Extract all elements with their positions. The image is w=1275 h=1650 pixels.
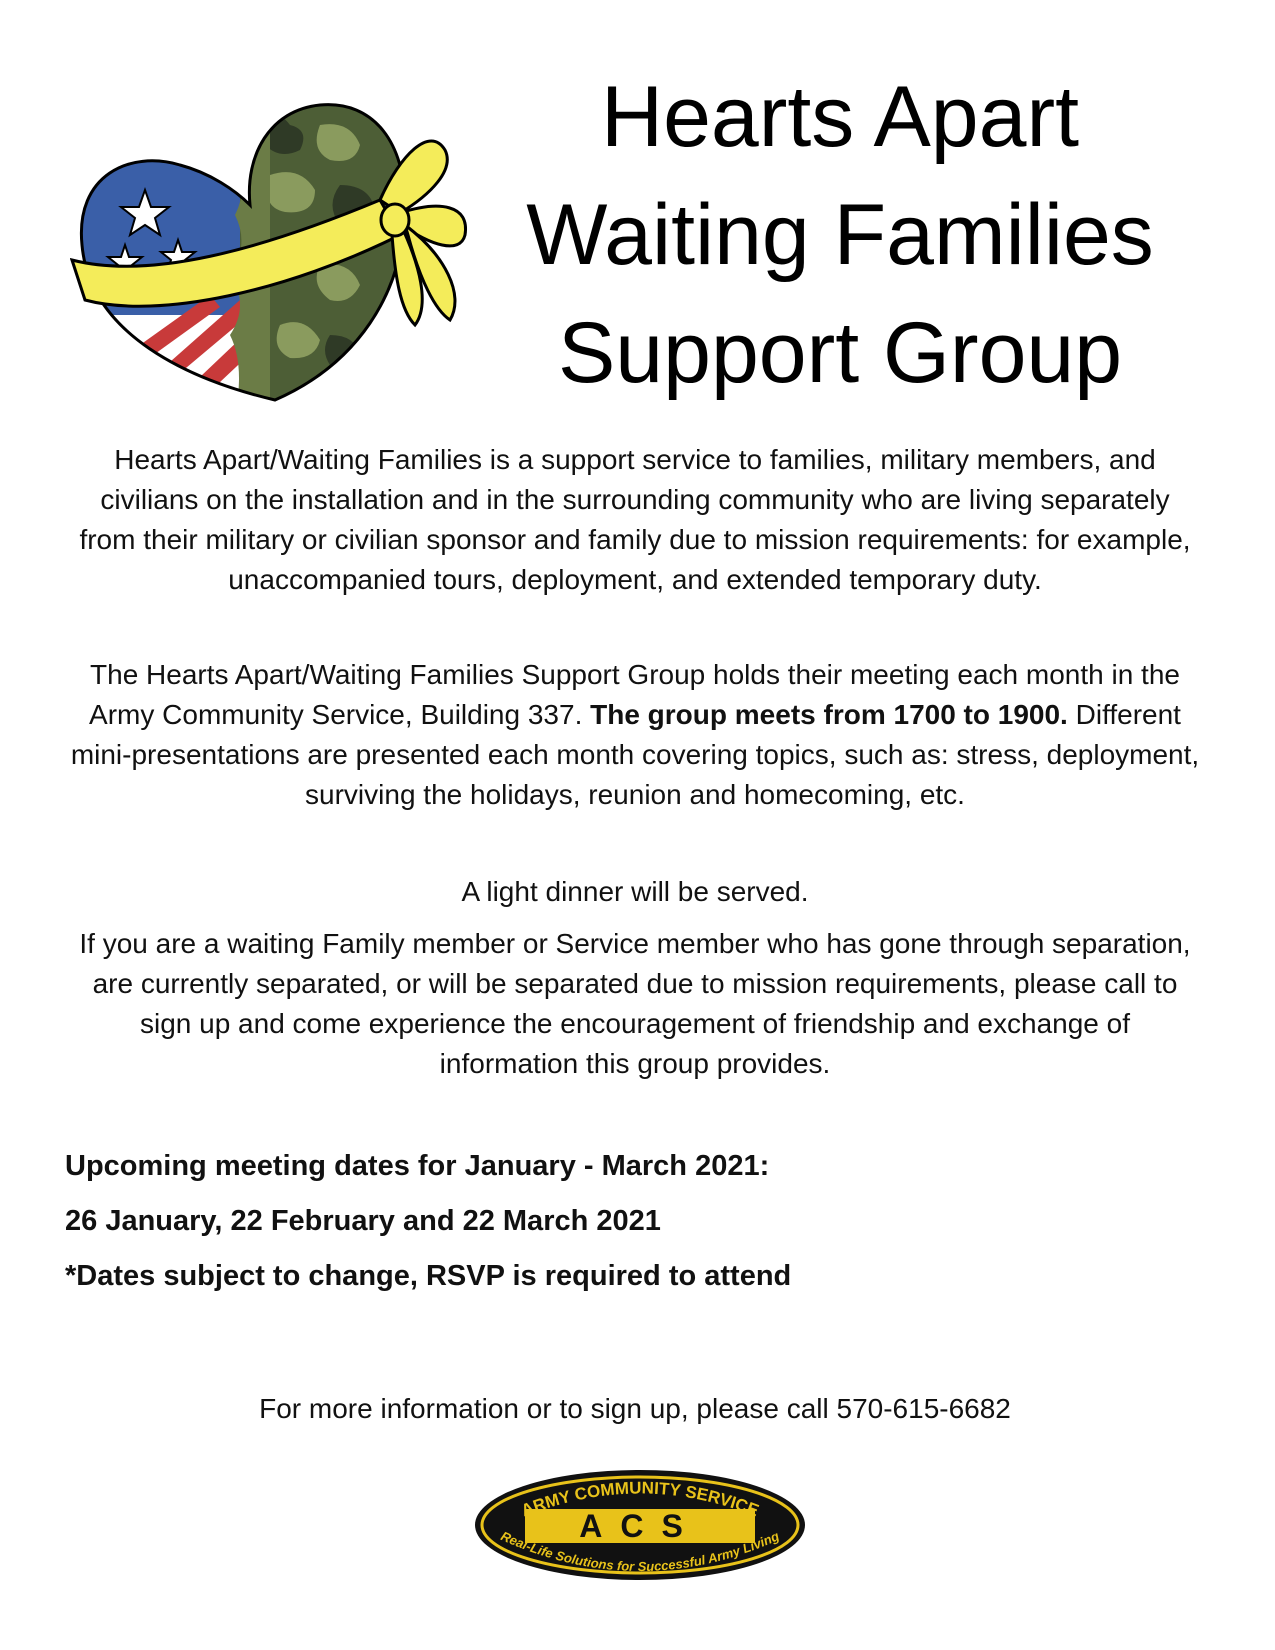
meeting-info-paragraph (70, 655, 1200, 815)
title-line-1: Hearts Apart (601, 69, 1079, 165)
dinner-paragraph: A light dinner will be served. (461, 876, 809, 907)
title-line-3: Support Group (557, 305, 1123, 401)
invitation-paragraph: If you are a waiting Family member or Service member who has gone through separation, are currently separated, or will be separated due to mission requirements, please call to sign up and come experience the encouragement of friendship and exchange of information this group provides. (79, 928, 1191, 1079)
logo-bottom-text: Real-Life Solutions for Successful Army Living (498, 1528, 782, 1575)
page-title (480, 58, 1200, 412)
acs-logo (470, 1465, 810, 1585)
meeting-dates-heading: Upcoming meeting dates for January - March 2021: (65, 1150, 770, 1182)
contact-line: For more information or to sign up, please call 570-615-6682 (259, 1393, 1011, 1424)
meeting-dates-list: 26 January, 22 February and 22 March 2021 (65, 1205, 661, 1237)
heart-ribbon-illustration (70, 95, 480, 415)
meeting-dates-note: *Dates subject to change, RSVP is required to attend (65, 1260, 792, 1292)
intro-paragraph: Hearts Apart/Waiting Families is a support service to families, military members, and civilians on the installation and in the surrounding community who are living separately from their military or civilian sponsor and family due to mission requirements: for example, unaccompanied tours, deployment, and extended temporary duty. (79, 444, 1191, 595)
meeting-time-bold: The group meets from 1700 to 1900. (590, 699, 1068, 730)
logo-acs-text: ACS (579, 1508, 701, 1544)
logo-top-text: ARMY COMMUNITY SERVICE (518, 1478, 762, 1521)
meeting-info-start: The Hearts Apart/Waiting Families Support Group holds their meeting each month in the Army Community Service, Building 337. (89, 659, 1180, 730)
title-line-2: Waiting Families (526, 187, 1154, 283)
meeting-info-end: Different mini-presentations are presented each month covering topics, such as: stress, deployment, surviving the holidays, reunion and homecoming, etc. (70, 699, 1200, 810)
